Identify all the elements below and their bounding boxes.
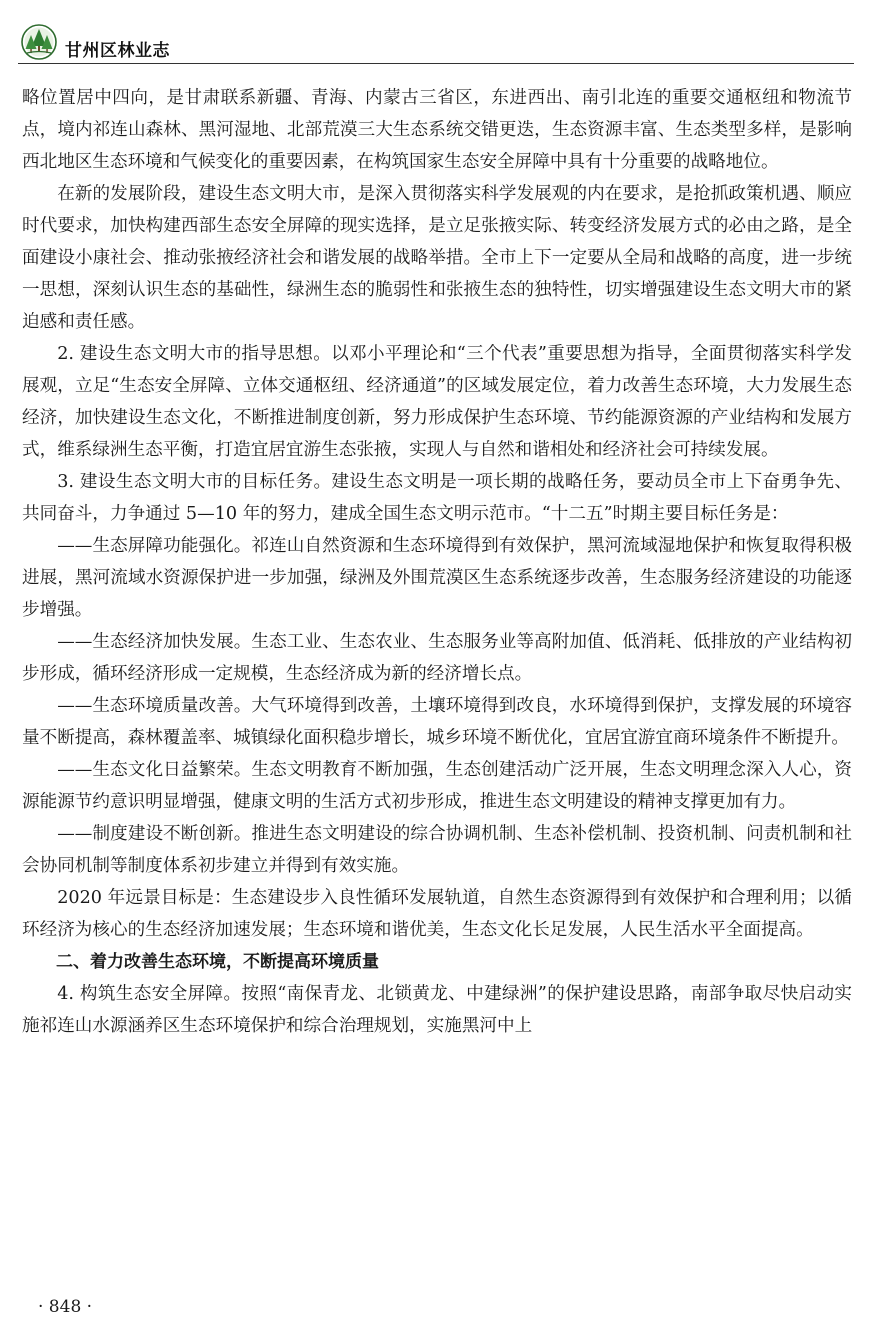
paragraph-continued: 略位置居中四向，是甘肃联系新疆、青海、内蒙古三省区，东进西出、南引北连的重要交通枢纽和物流节点，境内祁连山森林、黑河湿地、北部荒漠三大生态系统交错更迭，生态资源丰富、生态类型多样，是影响西北地区生态环境和气候变化的重要因素，在构筑国家生态安全屏障中具有十分重要的战略地位。 (22, 88, 852, 172)
goal-item-ecological-culture: ——生态文化日益繁荣。生态文明教育不断加强，生态创建活动广泛开展，生态文明理念深入人心，资源能源节约意识明显增强，健康文明的生活方式初步形成，推进生态文明建设的精神支撑更加有力。 (22, 760, 852, 812)
goal-item-ecological-economy: ——生态经济加快发展。生态工业、生态农业、生态服务业等高附加值、低消耗、低排放的产业结构初步形成，循环经济形成一定规模，生态经济成为新的经济增长点。 (22, 632, 852, 684)
section-heading: 二、着力改善生态环境，不断提高环境质量 (56, 952, 379, 972)
paragraph: 在新的发展阶段，建设生态文明大市，是深入贯彻落实科学发展观的内在要求，是抢抓政策机遇、顺应时代要求，加快构建西部生态安全屏障的现实选择，是立足张掖实际、转变经济发展方式的必由之路，是全面建设小康社会、推动张掖经济社会和谐发展的战略举措。全市上下一定要从全局和战略的高度，进一步统一思想，深刻认识生态的基础性，绿洲生态的脆弱性和张掖生态的独特性，切实增强建设生态文明大市的紧迫感和责任感。 (22, 184, 852, 332)
page-body (22, 82, 852, 1042)
paragraph-security-barrier: 4. 构筑生态安全屏障。按照“南保青龙、北锁黄龙、中建绿洲”的保护建设思路，南部争取尽快启动实施祁连山水源涵养区生态环境保护和综合治理规划，实施黑河中上 (22, 984, 852, 1036)
paragraph-goals: 3. 建设生态文明大市的目标任务。建设生态文明是一项长期的战略任务，要动员全市上下奋勇争先、共同奋斗，力争通过 5—10 年的努力，建成全国生态文明示范市。“十二五”时期主要目标任务是： (22, 472, 852, 524)
goal-item-system-innovation: ——制度建设不断创新。推进生态文明建设的综合协调机制、生态补偿机制、投资机制、问责机制和社会协同机制等制度体系初步建立并得到有效实施。 (22, 824, 852, 876)
goal-item-environment-quality: ——生态环境质量改善。大气环境得到改善，土壤环境得到改良，水环境得到保护，支撑发展的环境容量不断提高，森林覆盖率、城镇绿化面积稳步增长，城乡环境不断优化，宜居宜游宜商环境条件不断提升。 (22, 696, 852, 748)
goal-item-ecological-barrier: ——生态屏障功能强化。祁连山自然资源和生态环境得到有效保护，黑河流域湿地保护和恢复取得积极进展，黑河流域水资源保护进一步加强，绿洲及外围荒漠区生态系统逐步改善，生态服务经济建设的功能逐步增强。 (22, 536, 852, 620)
paragraph-guiding-thought: 2. 建设生态文明大市的指导思想。以邓小平理论和“三个代表”重要思想为指导，全面贯彻落实科学发展观，立足“生态安全屏障、立体交通枢纽、经济通道”的区域发展定位，着力改善生态环境，大力发展生态经济，加快建设生态文化，不断推进制度创新，努力形成保护生态环境、节约能源资源的产业结构和发展方式，维系绿洲生态平衡，打造宜居宜游生态张掖，实现人与自然和谐相处和经济社会可持续发展。 (22, 344, 852, 460)
paragraph-2020-vision: 2020 年远景目标是：生态建设步入良性循环发展轨道，自然生态资源得到有效保护和合理利用；以循环经济为核心的生态经济加速发展；生态环境和谐优美，生态文化长足发展，人民生活水平全面提高。 (22, 888, 852, 940)
header-divider (18, 63, 854, 64)
page-number: · 848 · (38, 1297, 93, 1317)
page-header (18, 22, 854, 64)
forest-tree-logo-icon (21, 24, 57, 60)
book-title: 甘州区林业志 (65, 41, 170, 61)
